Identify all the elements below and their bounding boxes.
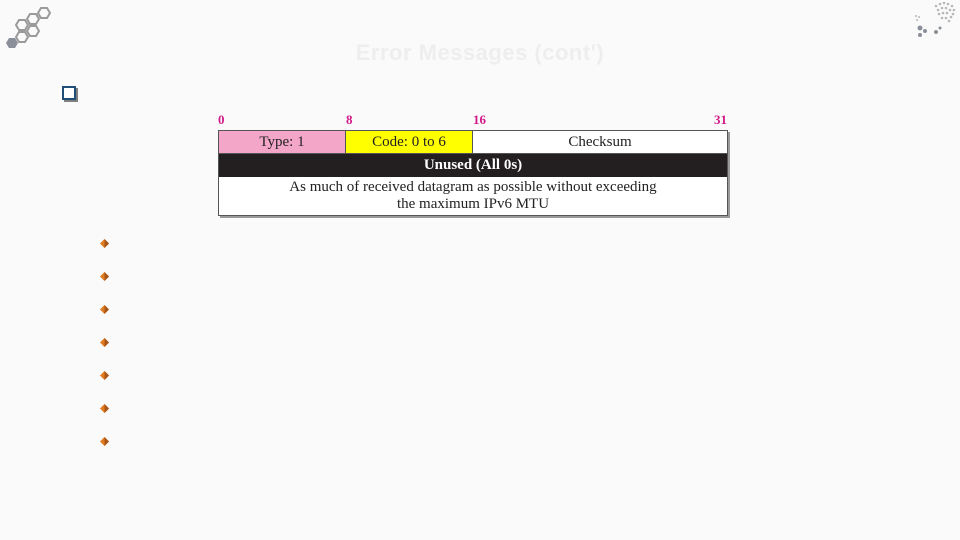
diamond-bullet-icon: [100, 404, 109, 413]
checksum-field: Checksum: [473, 131, 727, 153]
icmp-message-format-diagram: [218, 130, 728, 216]
diamond-bullet-icon: [100, 239, 109, 248]
bit-label-31: 31: [714, 112, 727, 127]
dotted-hexagon-icon: [908, 0, 960, 44]
header-row: [219, 131, 727, 153]
diamond-bullet-icon: [100, 437, 109, 446]
bit-label-16: 16: [473, 112, 486, 127]
diamond-bullet-icon: [100, 338, 109, 347]
bit-label-0: 0: [218, 112, 225, 127]
slide-title: Error Messages (cont'): [355, 40, 605, 65]
unused-field: Unused (All 0s): [219, 153, 727, 177]
diamond-bullet-icon: [100, 305, 109, 314]
payload-line-2: the maximum IPv6 MTU: [396, 196, 550, 212]
code-field: Code: 0 to 6: [346, 131, 473, 153]
diamond-bullet-icon: [100, 371, 109, 380]
bit-label-8: 8: [346, 112, 353, 127]
type-field: Type: 1: [219, 131, 346, 153]
square-bullet-icon: [62, 86, 76, 100]
payload-field: [219, 177, 727, 215]
payload-line-1: As much of received datagram as possible without exceeding: [289, 179, 657, 195]
diamond-bullet-icon: [100, 272, 109, 281]
